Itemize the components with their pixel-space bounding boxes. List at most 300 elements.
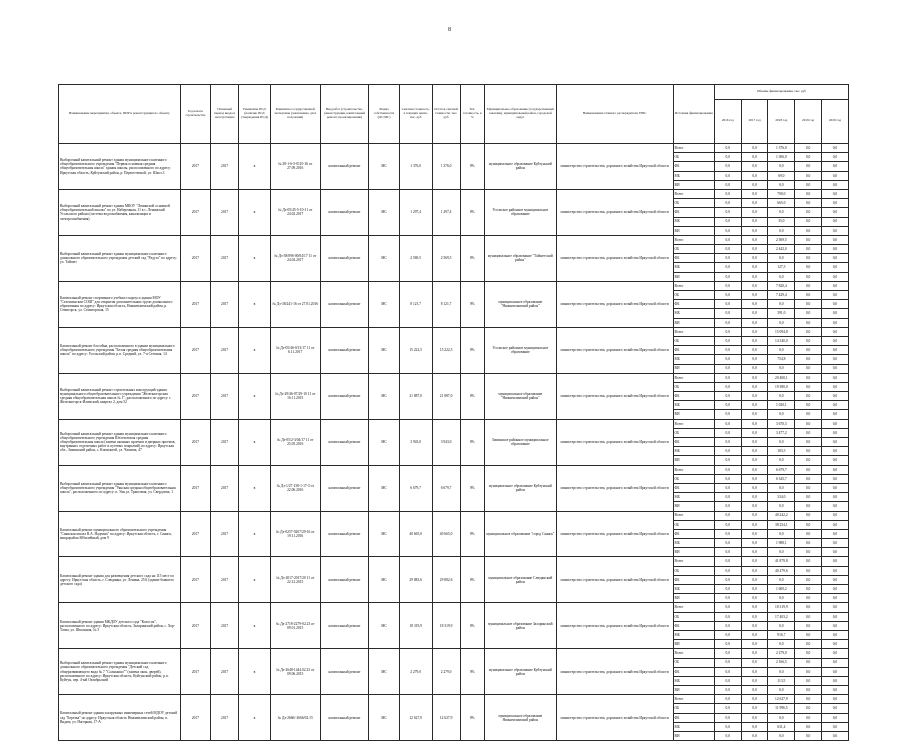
funding-value: 41 879,8 <box>768 557 795 566</box>
funding-value: 7 820,4 <box>768 281 795 290</box>
funding-value: 0,0 <box>768 410 795 419</box>
grbs: министерство строительства, дорожного хозяйства Иркутской области <box>556 373 673 419</box>
funding-value: 0,0 <box>741 465 768 474</box>
year-start: 2017 <box>180 465 210 511</box>
project-status: в <box>239 235 271 281</box>
year-end: 2017 <box>211 603 239 649</box>
table-row <box>59 189 849 198</box>
estimated-cost: 8 121,7 <box>399 281 432 327</box>
funding-value: 0,0 <box>768 364 795 373</box>
funding-value: 754,8 <box>768 355 795 364</box>
funding-value: 0,0 <box>821 539 848 548</box>
funding-value: 0,0 <box>714 309 741 318</box>
funding-value: 1 600,2 <box>768 585 795 594</box>
funding-value: 2 569,5 <box>768 235 795 244</box>
funding-value: 0,0 <box>741 235 768 244</box>
funding-value: 0,0 <box>741 309 768 318</box>
funding-value: 15 094,8 <box>768 327 795 336</box>
funding-value: 1 988,1 <box>768 539 795 548</box>
funding-value: 0,0 <box>714 291 741 300</box>
year-start: 2017 <box>180 235 210 281</box>
funding-value: 0,0 <box>741 144 768 153</box>
funding-value: 3 670,3 <box>768 419 795 428</box>
funding-value: 0,0 <box>821 327 848 336</box>
funding-value: 0,0 <box>714 502 741 511</box>
funding-value: 0,0 <box>741 529 768 538</box>
funding-value: 0,0 <box>768 575 795 584</box>
funding-value: 0,0 <box>821 291 848 300</box>
grbs: министерство строительства, дорожного хозяйства Иркутской области <box>556 235 673 281</box>
funding-value: 0,0 <box>714 520 741 529</box>
estimated-cost: 29 883,6 <box>399 557 432 603</box>
funding-value: 40 279,6 <box>768 566 795 575</box>
source-label: ФБ <box>673 254 714 263</box>
funding-value: 3 477,2 <box>768 428 795 437</box>
work-type: капитальный ремонт <box>320 419 369 465</box>
funding-value: 334,0 <box>768 493 795 502</box>
ownership: МС <box>369 649 399 695</box>
funding-value: 0,0 <box>795 732 822 741</box>
object-name: Капитальный ремонт здания и наружных инженерных сетей МДОУ детский сад "Березка" по адресу: Иркутская область Нижнеилимский район, п. Видим, ул. Нагорная, 17-А <box>59 695 181 741</box>
funding-value: 0,0 <box>768 548 795 557</box>
grbs: министерство строительства, дорожного хозяйства Иркутской области <box>556 281 673 327</box>
source-label: ВИ <box>673 226 714 235</box>
remaining-cost: 21 887,0 <box>432 373 460 419</box>
funding-value: 0,0 <box>821 704 848 713</box>
object-name: Капитальный ремонт здания МКДОУ детского сада "Колосок", расположенного по адресу: Иркутская область, Заларинский район, с. Хор-Тагна, ул. Школьная, № 5 <box>59 603 181 649</box>
funding-value: 700,0 <box>768 189 795 198</box>
remaining-cost: 40 665,0 <box>432 511 460 557</box>
source-label: ВИ <box>673 410 714 419</box>
grbs: министерство строительства, дорожного хозяйства Иркутской области <box>556 144 673 190</box>
year-end: 2017 <box>211 511 239 557</box>
funding-value: 0,0 <box>795 456 822 465</box>
funding-value: 0,0 <box>741 575 768 584</box>
funding-value: 7 429,4 <box>768 291 795 300</box>
funding-value: 0,0 <box>714 355 741 364</box>
project-status: в <box>239 695 271 741</box>
funding-value: 0,0 <box>795 640 822 649</box>
source-label: МБ <box>673 217 714 226</box>
header-year: 2019 год <box>795 99 822 143</box>
table-row <box>59 327 849 336</box>
funding-value: 183,5 <box>768 447 795 456</box>
expertise-ref: № Дз-2718-2279-02.23 от 09.01.2015 <box>270 603 320 649</box>
funding-value: 0,0 <box>795 199 822 208</box>
funding-value: 0,0 <box>821 401 848 410</box>
funding-value: 40 242,2 <box>768 511 795 520</box>
funding-value: 0,0 <box>821 713 848 722</box>
source-label: ФБ <box>673 300 714 309</box>
funding-value: 18 319,9 <box>768 603 795 612</box>
funding-value: 0,0 <box>821 667 848 676</box>
funding-value: 0,0 <box>821 272 848 281</box>
funding-value: 0,0 <box>795 272 822 281</box>
funding-value: 391,0 <box>768 309 795 318</box>
source-label: ВИ <box>673 502 714 511</box>
source-label: ОБ <box>673 382 714 391</box>
funding-value: 0,0 <box>741 594 768 603</box>
ownership: МС <box>369 419 399 465</box>
funding-value: 0,0 <box>768 180 795 189</box>
remaining-cost: 3 943,0 <box>432 419 460 465</box>
funding-value: 0,0 <box>821 392 848 401</box>
grbs: министерство строительства, дорожного хозяйства Иркутской области <box>556 465 673 511</box>
funding-value: 0,0 <box>821 410 848 419</box>
funding-value: 0,0 <box>741 281 768 290</box>
funding-value: 2 442,0 <box>768 245 795 254</box>
source-label: ВИ <box>673 364 714 373</box>
source-label: ВИ <box>673 686 714 695</box>
funding-value: 0,0 <box>821 153 848 162</box>
funding-value: 0,0 <box>741 539 768 548</box>
funding-value: 0,0 <box>714 612 741 621</box>
source-label: МБ <box>673 585 714 594</box>
funding-value: 0,0 <box>821 630 848 639</box>
funding-value: 0,0 <box>821 732 848 741</box>
funding-value: 0,0 <box>795 162 822 171</box>
project-status: в <box>239 327 271 373</box>
funding-value: 0,0 <box>795 566 822 575</box>
expertise-ref: № Дз-1/27-158-1-17-3 от 22.06.2016 <box>270 465 320 511</box>
funding-value: 0,0 <box>795 428 822 437</box>
year-end: 2017 <box>211 189 239 235</box>
funding-value: 0,0 <box>741 695 768 704</box>
funding-value: 0,0 <box>714 722 741 731</box>
grbs: министерство строительства, дорожного хозяйства Иркутской области <box>556 649 673 695</box>
funding-value: 0,0 <box>795 465 822 474</box>
source-label: МБ <box>673 539 714 548</box>
funding-value: 0,0 <box>821 493 848 502</box>
estimated-cost: 3 943,0 <box>399 419 432 465</box>
header-row <box>59 85 849 100</box>
funding-value: 916,7 <box>768 630 795 639</box>
funding-value: 0,0 <box>821 640 848 649</box>
funding-value: 0,0 <box>714 447 741 456</box>
source-label: Всего <box>673 419 714 428</box>
funding-value: 0,0 <box>714 300 741 309</box>
funding-value: 0,0 <box>741 686 768 695</box>
funding-value: 0,0 <box>795 171 822 180</box>
funding-value: 0,0 <box>714 667 741 676</box>
source-label: Всего <box>673 465 714 474</box>
header-funding: Объемы финансирования, тыс. руб <box>714 85 848 100</box>
funding-value: 0,0 <box>768 162 795 171</box>
customer: Зиминское районное муниципальное образование <box>484 419 556 465</box>
funding-value: 0,0 <box>741 438 768 447</box>
funding-value: 0,0 <box>714 245 741 254</box>
funding-value: 0,0 <box>795 548 822 557</box>
funding-value: 0,0 <box>795 511 822 520</box>
source-label: МБ <box>673 309 714 318</box>
funding-value: 0,0 <box>741 621 768 630</box>
source-label: ВИ <box>673 594 714 603</box>
funding-value: 0,0 <box>768 621 795 630</box>
source-label: ВИ <box>673 640 714 649</box>
object-name: Выборочный капитальный ремонт здания МКОУ "Ленинской основной общеобразовательной школы" по ул. Набережная, 11 в с. Ленинский Усольского района (система водоснабжения, канализация и электроснабжения) <box>59 189 181 235</box>
customer: муниципальное образование Слюдянский район <box>484 557 556 603</box>
funding-value: 0,0 <box>741 667 768 676</box>
funding-value: 1 306,0 <box>768 153 795 162</box>
funding-value: 665,0 <box>768 199 795 208</box>
funding-value: 0,0 <box>795 676 822 685</box>
funding-value: 0,0 <box>768 456 795 465</box>
funding-value: 6 345,7 <box>768 474 795 483</box>
funding-value: 0,0 <box>714 217 741 226</box>
funding-value: 0,0 <box>714 327 741 336</box>
funding-value: 0,0 <box>768 208 795 217</box>
funding-value: 0,0 <box>741 502 768 511</box>
funding-value: 0,0 <box>714 171 741 180</box>
source-label: ФБ <box>673 621 714 630</box>
grbs: министерство строительства, дорожного хозяйства Иркутской области <box>556 603 673 649</box>
funding-value: 0,0 <box>768 667 795 676</box>
year-end: 2017 <box>211 649 239 695</box>
table-row <box>59 144 849 153</box>
estimated-cost: 15 222,5 <box>399 327 432 373</box>
funding-value: 11 996,5 <box>768 704 795 713</box>
header-year: 2016 год <box>714 99 741 143</box>
table-row <box>59 557 849 566</box>
header-year: 2020 год <box>821 99 848 143</box>
funding-value: 0,0 <box>714 272 741 281</box>
grbs: министерство строительства, дорожного хозяйства Иркутской области <box>556 189 673 235</box>
funding-value: 0,0 <box>768 686 795 695</box>
funding-value: 631,4 <box>768 722 795 731</box>
funding-value: 0,0 <box>795 189 822 198</box>
customer: Усольское районное муниципальное образование <box>484 189 556 235</box>
funding-value: 0,0 <box>714 585 741 594</box>
funding-value: 0,0 <box>714 401 741 410</box>
funding-value: 0,0 <box>821 676 848 685</box>
funding-value: 0,0 <box>795 575 822 584</box>
funding-value: 0,0 <box>821 502 848 511</box>
funding-value: 0,0 <box>741 630 768 639</box>
funding-value: 0,0 <box>821 382 848 391</box>
funding-value: 0,0 <box>821 346 848 355</box>
funding-value: 0,0 <box>821 144 848 153</box>
estimated-cost: 2 279,0 <box>399 649 432 695</box>
funding-value: 1 020,1 <box>768 401 795 410</box>
funding-value: 127,5 <box>768 263 795 272</box>
work-type: капитальный ремонт <box>320 235 369 281</box>
year-start: 2017 <box>180 695 210 741</box>
work-type: капитальный ремонт <box>320 511 369 557</box>
funding-value: 0,0 <box>714 382 741 391</box>
remaining-cost: 1 297,4 <box>432 189 460 235</box>
funding-value: 1 376,0 <box>768 144 795 153</box>
funding-value: 0,0 <box>768 226 795 235</box>
year-start: 2017 <box>180 373 210 419</box>
funding-value: 0,0 <box>741 401 768 410</box>
funding-value: 0,0 <box>821 355 848 364</box>
funding-value: 0,0 <box>795 438 822 447</box>
work-type: капитальный ремонт <box>320 603 369 649</box>
funding-value: 0,0 <box>741 199 768 208</box>
funding-table <box>58 84 849 741</box>
funding-value: 0,0 <box>795 621 822 630</box>
funding-value: 0,0 <box>714 162 741 171</box>
source-label: ФБ <box>673 438 714 447</box>
funding-value: 0,0 <box>714 281 741 290</box>
funding-value: 0,0 <box>821 217 848 226</box>
funding-value: 0,0 <box>741 474 768 483</box>
readiness: 0% <box>460 189 484 235</box>
funding-value: 0,0 <box>795 392 822 401</box>
expertise-ref: № Дз-0257-0207/29-16 от 19.11.2016 <box>270 511 320 557</box>
funding-value: 0,0 <box>714 603 741 612</box>
year-start: 2017 <box>180 649 210 695</box>
source-label: ОБ <box>673 428 714 437</box>
source-label: ОБ <box>673 153 714 162</box>
funding-value: 0,0 <box>821 162 848 171</box>
funding-value: 0,0 <box>741 676 768 685</box>
estimated-cost: 2 569,5 <box>399 235 432 281</box>
readiness: 0% <box>460 695 484 741</box>
funding-value: 0,0 <box>714 630 741 639</box>
funding-value: 0,0 <box>714 318 741 327</box>
funding-value: 0,0 <box>714 594 741 603</box>
header-work-type: Вид работ (строительство, реконструкция, капитальный ремонт, проектирование) <box>320 85 369 144</box>
funding-value: 0,0 <box>714 548 741 557</box>
funding-value: 0,0 <box>795 318 822 327</box>
source-label: МБ <box>673 355 714 364</box>
header-year-end: Плановый период ввода в эксплуатацию <box>211 85 239 144</box>
funding-value: 17 403,2 <box>768 612 795 621</box>
year-start: 2017 <box>180 144 210 190</box>
funding-value: 0,0 <box>741 189 768 198</box>
object-name: Капитальный ремонт здания для размещения детского сада на 115 мест по адресу: Иркутская область, г. Слюдянка, ул. Ленина, 25А (здание бывшего детского сада) <box>59 557 181 603</box>
funding-value: 0,0 <box>714 428 741 437</box>
funding-value: 0,0 <box>741 245 768 254</box>
funding-value: 0,0 <box>795 364 822 373</box>
table-row <box>59 281 849 290</box>
funding-value: 0,0 <box>741 382 768 391</box>
funding-value: 0,0 <box>795 208 822 217</box>
funding-value: 0,0 <box>795 235 822 244</box>
funding-value: 69,0 <box>768 171 795 180</box>
funding-value: 2 279,0 <box>768 649 795 658</box>
funding-value: 0,0 <box>741 254 768 263</box>
source-label: Всего <box>673 649 714 658</box>
funding-value: 0,0 <box>821 594 848 603</box>
source-label: ФБ <box>673 392 714 401</box>
funding-value: 0,0 <box>741 226 768 235</box>
funding-value: 0,0 <box>821 336 848 345</box>
funding-value: 0,0 <box>714 483 741 492</box>
project-status: в <box>239 649 271 695</box>
source-label: Всего <box>673 603 714 612</box>
funding-value: 0,0 <box>821 548 848 557</box>
table-row <box>59 695 849 704</box>
funding-value: 0,0 <box>741 300 768 309</box>
funding-value: 0,0 <box>741 649 768 658</box>
funding-value: 0,0 <box>741 520 768 529</box>
work-type: капитальный ремонт <box>320 189 369 235</box>
source-label: ОБ <box>673 566 714 575</box>
readiness: 0% <box>460 419 484 465</box>
project-status: в <box>239 281 271 327</box>
header-year-start: Год начала строительства <box>180 85 210 144</box>
remaining-cost: 2 569,5 <box>432 235 460 281</box>
funding-value: 0,0 <box>741 658 768 667</box>
readiness: 0% <box>460 235 484 281</box>
work-type: капитальный ремонт <box>320 144 369 190</box>
customer: муниципальное образование "Тайшетский район" <box>484 235 556 281</box>
grbs: министерство строительства, дорожного хозяйства Иркутской области <box>556 419 673 465</box>
funding-value: 0,0 <box>741 153 768 162</box>
customer: муниципальное образование "город Саянск" <box>484 511 556 557</box>
funding-value: 0,0 <box>741 291 768 300</box>
header-project: Реквизиты ПСД (наличие ПСД утверждения ПСД) <box>239 85 271 144</box>
readiness: 0% <box>460 511 484 557</box>
source-label: ФБ <box>673 667 714 676</box>
funding-value: 0,0 <box>821 309 848 318</box>
object-name: Выборочный капитальный ремонт строительных конструкций здания муниципального общеобразовательного учреждения "Железногорская средняя общеобразовательная школа № 1", расположенного по адресу: г. Железногорск-Илимский, квартал 2, дом 52 <box>59 373 181 419</box>
funding-value: 0,0 <box>714 208 741 217</box>
source-label: ОБ <box>673 291 714 300</box>
funding-value: 0,0 <box>741 566 768 575</box>
source-label: Всего <box>673 189 714 198</box>
year-start: 2017 <box>180 511 210 557</box>
ownership: МС <box>369 327 399 373</box>
funding-value: 0,0 <box>714 235 741 244</box>
funding-value: 0,0 <box>714 189 741 198</box>
source-label: Всего <box>673 235 714 244</box>
funding-value: 0,0 <box>795 291 822 300</box>
estimated-cost: 1 297,4 <box>399 189 432 235</box>
funding-value: 0,0 <box>795 502 822 511</box>
remaining-cost: 2 279,0 <box>432 649 460 695</box>
funding-value: 0,0 <box>741 171 768 180</box>
ownership: МС <box>369 373 399 419</box>
year-end: 2017 <box>211 327 239 373</box>
ownership: МС <box>369 465 399 511</box>
funding-value: 0,0 <box>795 713 822 722</box>
source-label: МБ <box>673 493 714 502</box>
funding-value: 0,0 <box>768 713 795 722</box>
source-label: ФБ <box>673 208 714 217</box>
ownership: МС <box>369 603 399 649</box>
funding-value: 0,0 <box>795 355 822 364</box>
year-start: 2017 <box>180 189 210 235</box>
funding-value: 0,0 <box>821 364 848 373</box>
funding-value: 0,0 <box>821 428 848 437</box>
page-number: 8 <box>448 27 451 33</box>
funding-value: 0,0 <box>714 493 741 502</box>
readiness: 0% <box>460 649 484 695</box>
remaining-cost: 8 121,7 <box>432 281 460 327</box>
funding-value: 0,0 <box>741 447 768 456</box>
funding-value: 0,0 <box>741 548 768 557</box>
funding-value: 0,0 <box>821 456 848 465</box>
project-status: в <box>239 373 271 419</box>
funding-value: 0,0 <box>795 483 822 492</box>
customer: муниципальное образование Нижнеилимский район <box>484 695 556 741</box>
funding-value: 0,0 <box>821 686 848 695</box>
source-label: ВИ <box>673 318 714 327</box>
grbs: министерство строительства, дорожного хозяйства Иркутской области <box>556 695 673 741</box>
funding-value: 0,0 <box>741 428 768 437</box>
year-end: 2017 <box>211 235 239 281</box>
funding-value: 0,0 <box>714 658 741 667</box>
funding-value: 0,0 <box>821 529 848 538</box>
funding-value: 0,0 <box>714 373 741 382</box>
funding-value: 0,0 <box>714 713 741 722</box>
source-label: ФБ <box>673 713 714 722</box>
source-label: Всего <box>673 511 714 520</box>
funding-value: 0,0 <box>714 254 741 263</box>
